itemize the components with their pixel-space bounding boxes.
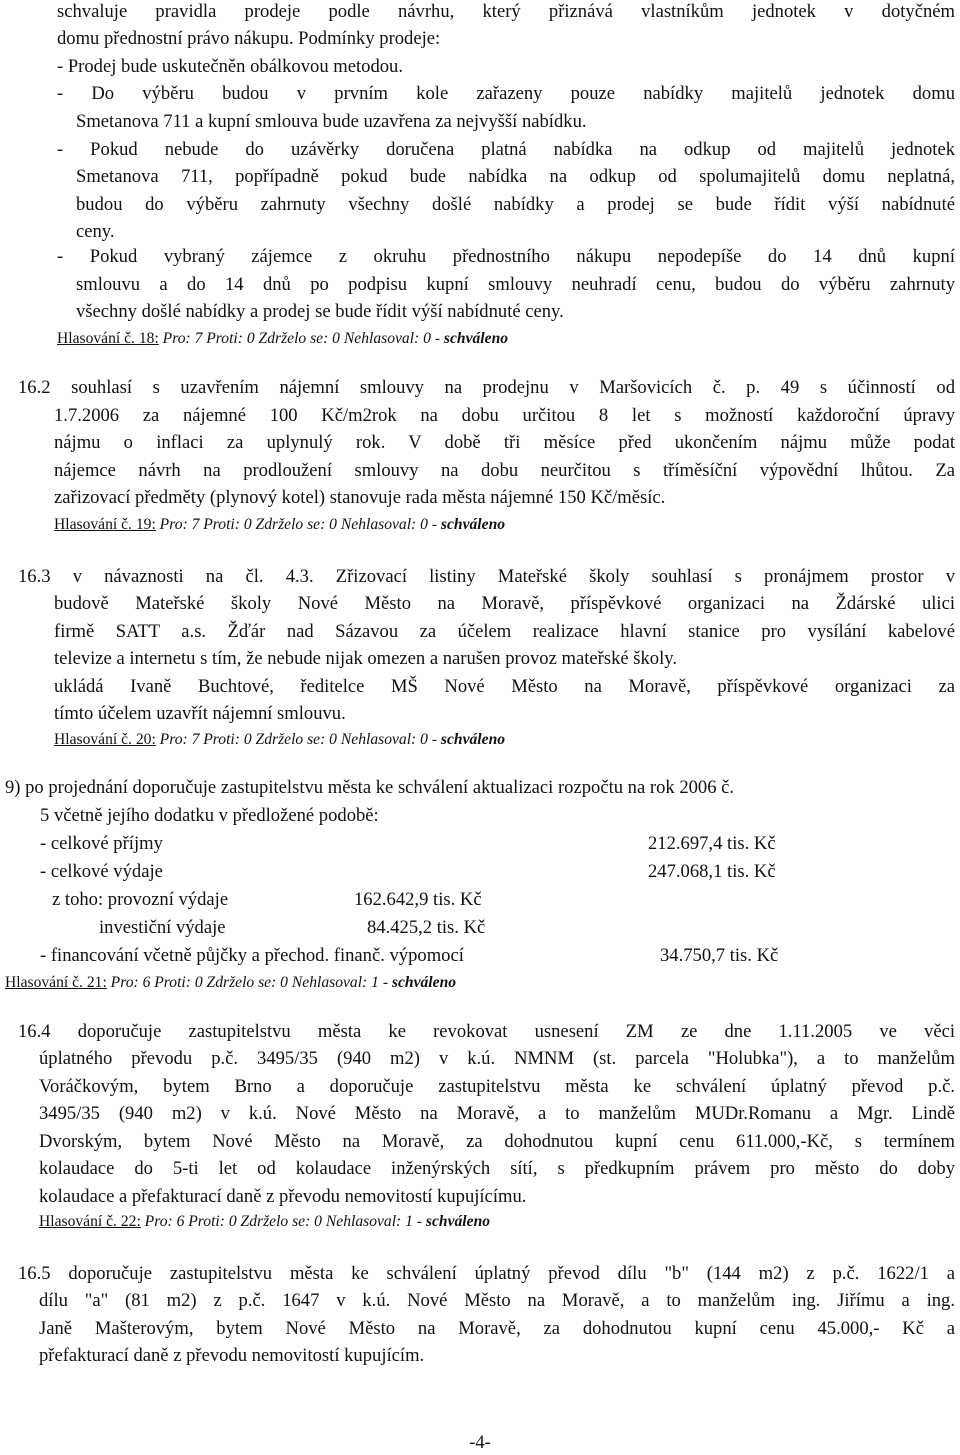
text-line: 16.4 doporučuje zastupitelstvu města ke revokovat usnesení ZM ze dne 1.11.2005 ve věci: [18, 1021, 955, 1042]
text-line: 34.750,7 tis. Kč: [660, 945, 779, 966]
vote-result: [57, 327, 508, 351]
vote-label: Hlasování č. 21:: [5, 974, 107, 991]
text-line: přefakturací daně z převodu nemovitostí kupujícím.: [39, 1345, 425, 1366]
text-line: firmě SATT a.s. Žďár nad Sázavou za účelem realizace hlavní stanice pro vysílání kabelové: [54, 621, 955, 642]
text-line: smlouvu a do 14 dnů po podpisu kupní smlouvy neuhradí cenu, budou do výběru zahrnuty: [76, 274, 955, 295]
text-line: kolaudace do 5-ti let od kolaudace inženýrských sítí, s předkupním právem pro město do doby: [39, 1158, 955, 1179]
text-line: 247.068,1 tis. Kč: [648, 861, 776, 882]
text-line: zařizovací předměty (plynový kotel) stanovuje rada města nájemné 150 Kč/měsíc.: [54, 487, 666, 508]
text-line: Voráčkovým, bytem Brno a doporučuje zastupitelstvu města ke schválení úplatný převod p.č.: [39, 1076, 955, 1097]
text-line: 9) po projednání doporučuje zastupitelstvu města ke schválení aktualizaci rozpočtu na rok 2006 č.: [5, 777, 735, 798]
text-line: - Do výběru budou v prvním kole zařazeny pouze nabídky majitelů jednotek domu: [57, 83, 955, 104]
vote-result: [54, 513, 505, 537]
vote-status: schváleno: [437, 516, 506, 533]
text-line: domu přednostní právo nákupu. Podmínky prodeje:: [57, 28, 441, 49]
text-line: 16.3 v návaznosti na čl. 4.3. Zřizovací listiny Mateřské školy souhlasí s pronájmem prostor v: [18, 566, 955, 587]
text-line: 3495/35 (940 m2) v k.ú. Nové Město na Moravě, a to manželům MUDr.Romanu a Mgr. Lindě: [39, 1103, 955, 1124]
vote-status: schváleno: [388, 974, 457, 991]
vote-label: Hlasování č. 19:: [54, 516, 156, 533]
vote-counts: Pro: 6 Proti: 0 Zdrželo se: 0 Nehlasoval: 1 -: [140, 1213, 423, 1230]
vote-counts: Pro: 7 Proti: 0 Zdrželo se: 0 Nehlasoval: 0 -: [155, 516, 438, 533]
vote-label: Hlasování č. 22:: [39, 1213, 141, 1230]
text-line: - celkové příjmy: [40, 833, 163, 854]
text-line: ukládá Ivaně Buchtové, ředitelce MŠ Nové Město na Moravě, příspěvkové organizaci za: [54, 676, 955, 697]
vote-counts: Pro: 7 Proti: 0 Zdrželo se: 0 Nehlasoval: 0 -: [155, 731, 438, 748]
text-line: 16.5 doporučuje zastupitelstvu města ke schválení úplatný převod dílu "b" (144 m2) z p.č. 1622/1 a: [18, 1263, 955, 1284]
text-line: Smetanova 711, popřípadně pokud bude nabídka na odkup od spolumajitelů domu neplatná,: [76, 166, 955, 187]
vote-label: Hlasování č. 18:: [57, 330, 159, 347]
text-line: - financování včetně půjčky a přechod. finanč. výpomocí: [40, 945, 464, 966]
text-line: Dvorským, bytem Nové Město na Moravě, za dohodnutou kupní cenu 611.000,-Kč, s termínem: [39, 1131, 955, 1152]
text-line: nájemce návrh na prodloužení smlouvy na dobu neurčitou s tříměsíční výpovědní lhůtou. Za: [54, 460, 955, 481]
text-line: 212.697,4 tis. Kč: [648, 833, 776, 854]
vote-counts: Pro: 6 Proti: 0 Zdrželo se: 0 Nehlasoval: 1 -: [106, 974, 389, 991]
text-line: 16.2 souhlasí s uzavřením nájemní smlouvy na prodejnu v Maršovicích č. p. 49 s účinností od: [18, 377, 955, 398]
text-line: kolaudace a přefakturací daně z převodu nemovitostí kupujícímu.: [39, 1186, 527, 1207]
page-number: -4-: [469, 1432, 491, 1453]
text-line: Smetanova 711 a kupní smlouva bude uzavřena za nejvyšší nabídku.: [76, 111, 587, 132]
vote-status: schváleno: [422, 1213, 491, 1230]
vote-counts: Pro: 7 Proti: 0 Zdrželo se: 0 Nehlasoval: 0 -: [158, 330, 441, 347]
text-line: nájmu o inflaci za uplynulý rok. V době tři měsíce před ukončením nájmu může podat: [54, 432, 955, 453]
text-line: 162.642,9 tis. Kč: [354, 889, 482, 910]
text-line: všechny došlé nabídky a prodej se bude řídit výší nabídnuté ceny.: [76, 301, 564, 322]
text-line: budou do výběru zahrnuty všechny došlé nabídky a prodej se bude řídit výší nabídnuté: [76, 194, 955, 215]
text-line: z toho: provozní výdaje: [52, 889, 229, 910]
vote-label: Hlasování č. 20:: [54, 731, 156, 748]
text-line: - Prodej bude uskutečněn obálkovou metodou.: [57, 56, 403, 77]
text-line: ceny.: [76, 221, 115, 242]
vote-result: [39, 1210, 490, 1234]
text-line: budově Mateřské školy Nové Město na Moravě, příspěvkové organizaci na Ždárské ulici: [54, 593, 955, 614]
text-line: televize a internetu s tím, že nebude nijak omezen a narušen provoz mateřské školy.: [54, 648, 677, 669]
text-line: úplatného převodu p.č. 3495/35 (940 m2) v k.ú. NMNM (st. parcela "Holubka"), a to manželům: [39, 1048, 955, 1069]
text-line: - Pokud vybraný zájemce z okruhu přednostního nákupu nepodepíše do 14 dnů kupní: [57, 246, 955, 267]
vote-status: schváleno: [437, 731, 506, 748]
vote-result: [54, 728, 505, 752]
text-line: schvaluje pravidla prodeje podle návrhu, který přiznává vlastníkům jednotek v dotyčném: [57, 1, 955, 22]
text-line: 1.7.2006 za nájemné 100 Kč/m2rok na dobu určitou 8 let s možností každoroční úpravy: [54, 405, 955, 426]
text-line: - celkové výdaje: [40, 861, 163, 882]
text-line: Janě Mašterovým, bytem Nové Město na Moravě, za dohodnutou kupní cenu 45.000,- Kč a: [39, 1318, 955, 1339]
text-line: investiční výdaje: [99, 917, 226, 938]
text-line: tímto účelem uzavřít nájemní smlouvu.: [54, 703, 346, 724]
text-line: 5 včetně jejího dodatku v předložené podobě:: [40, 805, 379, 826]
text-line: - Pokud nebude do uzávěrky doručena platná nabídka na odkup od majitelů jednotek: [57, 139, 955, 160]
text-line: dílu "a" (81 m2) z p.č. 1647 v k.ú. Nové Město na Moravě, a to manželům ing. Jiřímu a ing.: [39, 1290, 955, 1311]
vote-status: schváleno: [440, 330, 509, 347]
text-line: 84.425,2 tis. Kč: [367, 917, 486, 938]
vote-result: [5, 971, 456, 995]
